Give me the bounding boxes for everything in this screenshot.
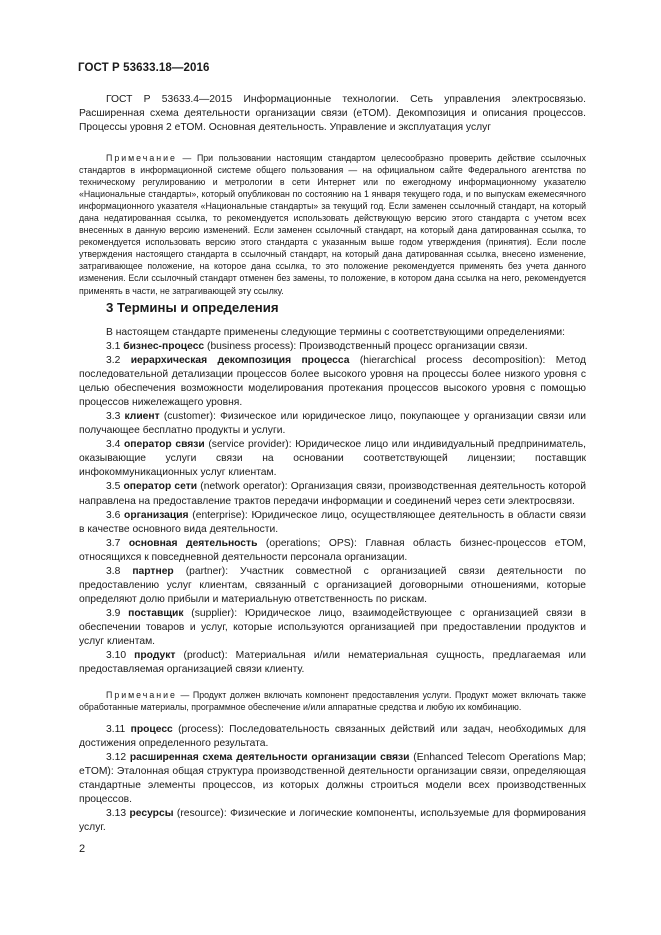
term-name: партнер xyxy=(132,565,174,577)
term-name: иерархическая декомпозиция процесса xyxy=(130,355,350,367)
term-number: 3.8 xyxy=(106,565,121,577)
term-text: (hierarchical process decomposition): Метод последовательной детализации процессов более высокого уровня на процессы более низкого уровня с целью обеспечения возможности моделирования протекания процессов высокого уровня с помощью процессов нижележащего уровня. xyxy=(79,355,586,409)
term-name: бизнес-процесс xyxy=(123,341,205,352)
term-name: расширенная схема деятельности организации связи xyxy=(129,752,410,764)
term-text: (enterprise): Юридическое лицо, осуществляющее деятельность в области связи в качестве основного вида деятельности. xyxy=(79,509,586,535)
term-text: (Enhanced Telecom Operations Map; eTOM): Эталонная общая структура производственной деятельности организации связи, определяющая стандартные элементы процессов, из которых должны строиться модели всех производственных процессов. xyxy=(79,752,586,806)
term-text: (process): Последовательность связанных действий или задач, необходимых для достижения определенного результата. xyxy=(79,724,586,750)
product-note xyxy=(79,689,586,713)
term-name: поставщик xyxy=(128,607,184,619)
term-number: 3.6 xyxy=(106,509,121,521)
term-text: (supplier): Юридическое лицо, взаимодействующее с организацией связи в обеспечении товаров и услуг, которые используются организацией при предоставлении продуктов и услуг клиентам. xyxy=(79,607,586,647)
term-number: 3.13 xyxy=(106,808,127,820)
section-intro: В настоящем стандарте применены следующие термины с соответствующими определениями: xyxy=(106,327,566,338)
note-label: Примечание xyxy=(106,153,177,163)
term-definition xyxy=(79,354,586,410)
section-heading: 3 Термины и определения xyxy=(106,300,279,315)
term-number: 3.4 xyxy=(106,439,121,451)
page-number: 2 xyxy=(79,843,86,855)
term-definition xyxy=(79,410,586,438)
term-definition xyxy=(79,565,586,607)
term-text: (service provider): Юридическое лицо или индивидуальный предприниматель, оказывающие услуги связи на основании соответствующей лицензии; поставщик инфокоммуникационных услуг клиентам. xyxy=(79,439,586,479)
term-definition xyxy=(79,807,586,835)
term-definition xyxy=(79,340,586,354)
term-text: (customer): Физическое или юридическое лицо, покупающее у организации связи или получающее бесплатно продукты и услуги. xyxy=(79,411,586,437)
term-name: продукт xyxy=(134,650,176,662)
term-definition xyxy=(79,751,586,807)
note-text: — Продукт должен включать компонент предоставления услуги. Продукт может включать также обработанные материалы, программное обеспечение и/или аппаратные средства и любую их комбинацию. xyxy=(79,690,586,713)
term-text: (partner): Участник совместной с организацией связи деятельности по предоставлению услуг клиентам, связанный с организацией договорными отношениями, которые определяют долю прибыли и материальную ответственность по рискам. xyxy=(79,565,586,605)
term-definition xyxy=(79,607,586,649)
terms-list xyxy=(79,340,586,677)
term-name: оператор связи xyxy=(123,439,205,451)
term-name: клиент xyxy=(124,411,160,423)
term-number: 3.10 xyxy=(106,650,127,662)
note-text: — При пользовании настоящим стандартом целесообразно проверить действие ссылочных стандартов в информационной системе общего пользования — на официальном сайте Федерального агентства по техническому регулированию и метрологии в сети Интернет или по ежегодному информационному указателю «Национальные стандарты», который опубликован по состоянию на 1 января текущего года, и по выпускам ежемесячного информационного указателя «Национальные стандарты» за текущий год. Если заменен ссылочный стандарт, на который дана недатированная ссылка, то рекомендуется использовать действующую версию этого стандарта с учетом всех внесенных в данную версию изменений. Если заменен ссылочный стандарт, на который дана датированная ссылка, то рекомендуется использовать версию этого стандарта с указанным выше годом утверждения (принятия). Если после утверждения настоящего стандарта в ссылочный стандарт, на который дана датированная ссылка, внесено изменение, затрагивающее положение, на которое дана ссылка, то это положение рекомендуется применять без учета данного изменения. Если ссылочный стандарт отменен без замены, то положение, в котором дана ссылка на него, рекомендуется применять в части, не затрагивающей эту ссылку. xyxy=(79,153,587,296)
term-number: 3.9 xyxy=(106,607,121,619)
document-header: ГОСТ Р 53633.18—2016 xyxy=(78,62,210,74)
term-name: оператор сети xyxy=(123,481,198,493)
term-definition xyxy=(79,438,586,480)
term-definition xyxy=(79,723,586,751)
term-number: 3.7 xyxy=(106,537,121,549)
term-text: (product): Материальная и/или нематериальная сущность, предлагаемая или предоставляемая организацией связи клиенту. xyxy=(79,650,586,676)
term-number: 3.11 xyxy=(106,724,126,735)
term-number: 3.5 xyxy=(106,481,121,493)
normative-reference: ГОСТ Р 53633.4—2015 Информационные технологии. Сеть управления электросвязью. Расширенная схема деятельности организации связи (eTOM). Декомпозиция и описания процессов. Процессы уровня 2 eTOM. Основная деятельность. Управление и эксплуатация услуг xyxy=(79,94,586,134)
term-text: (resource): Физические и логические компоненты, используемые для формирования услуг. xyxy=(79,808,586,834)
reference-note xyxy=(79,152,586,297)
note-label: Примечание xyxy=(106,690,177,700)
term-name: процесс xyxy=(130,724,173,735)
term-name: основная деятельность xyxy=(128,537,258,549)
term-definition xyxy=(79,537,586,565)
term-number: 3.1 xyxy=(106,341,121,352)
term-number: 3.12 xyxy=(106,752,127,764)
term-text: (network operator): Организация связи, производственная деятельность которой направлена на предоставление трактов передачи информации и соединений через сети электросвязи. xyxy=(79,481,586,507)
terms-list-continued xyxy=(79,723,586,835)
term-text: (operations; OPS): Главная область бизнес-процессов eTOM, относящихся к повседневной деятельности персонала организации. xyxy=(79,537,586,563)
term-number: 3.2 xyxy=(106,355,121,367)
term-number: 3.3 xyxy=(106,411,121,423)
term-definition xyxy=(79,509,586,537)
term-name: ресурсы xyxy=(129,808,174,820)
term-definition xyxy=(79,480,586,508)
term-name: организация xyxy=(124,509,189,521)
term-definition xyxy=(79,649,586,677)
term-text: (business process): Производственный процесс организации связи. xyxy=(204,341,528,352)
